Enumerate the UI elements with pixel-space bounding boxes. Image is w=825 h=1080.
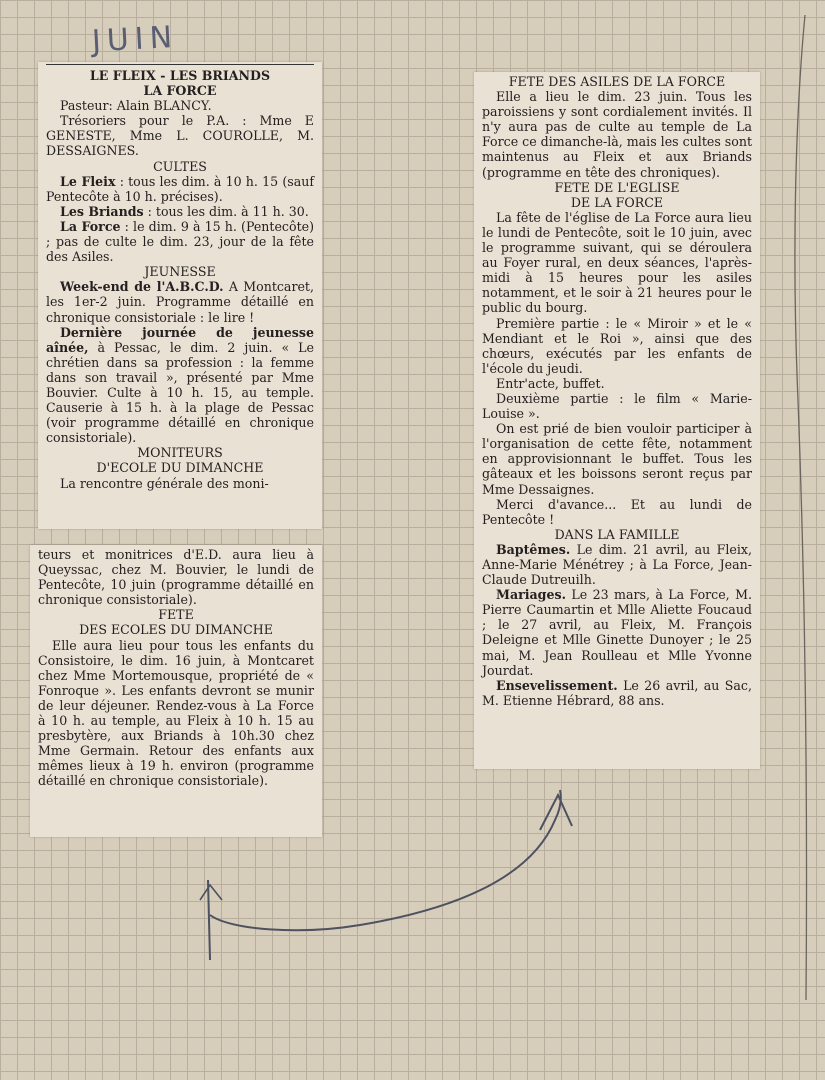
baptemes-label: Baptêmes. xyxy=(496,541,571,557)
handwritten-month-note: JUIN xyxy=(91,19,179,60)
ensevelissement-label: Ensevelissement. xyxy=(496,677,618,693)
premiere-partie: Première partie : le « Miroir » et le « Mendiant et le Roi », ainsi que des chœurs, exécutés par les enfants de l'école du jeudi. xyxy=(482,315,752,376)
weekend-text: A Montcaret, les 1er-2 juin. Programme détaillé en chronique consistoriale : le lire ! xyxy=(46,279,314,325)
cultes-briands-label: Les Briands xyxy=(60,203,144,219)
derniere-label: Dernière journée de jeunesse aînée, xyxy=(46,324,314,355)
mariages-text: Le 23 mars, à La Force, M. Pierre Caumartin et Mlle Aliette Foucaud ; le 27 avril, au Fleix, M. François Deleigne et Mlle Ginette Dunoyer ; le 25 mai, M. Jean Roulleau et Mlle Yvonne Jourdat. xyxy=(482,587,752,678)
asiles-text: Elle a lieu le dim. 23 juin. Tous les paroissiens y sont cordialement invités. Il n'y aura pas de culte au temple de La Force ce dimanche-là, mais les cultes sont maintenus au Fleix et aux Briands (programme en tête des chroniques). xyxy=(482,89,753,180)
pasteur-line: Pasteur: Alain BLANCY. xyxy=(60,98,212,114)
cultes-fleix-text: : tous les dim. à 10 h. 15 (sauf Pentecôte à 10 h. précises). xyxy=(46,173,314,204)
ensevelissement-text: Le 26 avril, au Sac, M. Etienne Hébrard, 88 ans. xyxy=(482,677,752,708)
asiles-heading: FETE DES ASILES DE LA FORCE xyxy=(508,74,726,89)
entracte: Entr'acte, buffet. xyxy=(496,375,605,391)
cultes-force-label: La Force xyxy=(60,218,121,234)
weekend-label: Week-end de l'A.B.C.D. xyxy=(60,279,224,295)
cultes-briands-text: : tous les dim. à 11 h. 30. xyxy=(147,203,309,219)
parish-subtitle: LA FORCE xyxy=(143,83,217,99)
fete-heading: FETE xyxy=(158,607,194,623)
prie-paragraph: On est prié de bien vouloir participer à l'organisation de cette fête, notamment en approvisionnant le buffet. Tous les gâteaux et les boissons seront reçus par Mme Dessaignes. xyxy=(482,421,752,497)
fete-text: Elle aura lieu pour tous les enfants du Consistoire, le dim. 16 juin, à Montcaret chez Mme Mortemousque, propriété de « Fonroque ». Les enfants devront se munir de leur déjeuner. Rendez-vous à La Force à 10 h. au temple, au Fleix à 10 h. 15 au presbytère, aux Briands à 10h.30 chez Mme Germain. Retour des enfants aux mêmes lieux à 19 h. environ (programme détaillé en chronique consistoriale). xyxy=(38,637,314,789)
jeunesse-heading: JEUNESSE xyxy=(144,264,216,280)
eglise-heading: FETE DE L'EGLISE xyxy=(554,179,680,195)
derniere-text: à Pessac, le dim. 2 juin. « Le chrétien dans sa profession : la femme dans son travail », présenté par Mme Bouvier. Culte à 10 h. 15, au temple. Causerie à 15 h. à la plage de Pessac (voir programme détaillé en chronique consistoriale). xyxy=(46,339,314,446)
cultes-fleix-label: Le Fleix xyxy=(60,173,116,189)
eglise-subheading: DE LA FORCE xyxy=(570,194,664,210)
cultes-force-text: : le dim. 9 à 15 h. (Pentecôte) ; pas de culte le dim. 23, jour de la fête des Asiles. xyxy=(46,218,314,265)
moniteurs-subheading: D'ECOLE DU DIMANCHE xyxy=(96,460,264,476)
merci-paragraph: Merci d'avance... Et au lundi de Pentecôte ! xyxy=(482,496,752,527)
cultes-heading: CULTES xyxy=(153,158,207,174)
tresoriers-line: Trésoriers pour le P.A. : Mme E GENESTE, Mme L. COUROLLE, M. DESSAIGNES. xyxy=(46,113,314,159)
moniteurs-continuation: teurs et monitrices d'E.D. aura lieu à Queyssac, chez M. Bouvier, le lundi de Pentecôte, 10 juin (programme détaillé en chronique consistoriale). xyxy=(38,547,314,608)
moniteurs-text: La rencontre générale des moni- xyxy=(60,475,269,491)
parish-title: LE FLEIX - LES BRIANDS xyxy=(89,68,271,83)
moniteurs-heading: MONITEURS xyxy=(137,445,223,461)
baptemes-text: Le dim. 21 avril, au Fleix, Anne-Marie Ménétrey ; à La Force, Jean-Claude Dutreuilh. xyxy=(482,541,752,588)
mariages-label: Mariages. xyxy=(496,587,566,603)
famille-heading: DANS LA FAMILLE xyxy=(554,526,680,542)
eglise-text: La fête de l'église de La Force aura lieu le lundi de Pentecôte, soit le 10 juin, avec le programme suivant, qui se déroulera au Foyer rural, en deux séances, l'après-midi à 15 heures pour les asiles notamment, et le soir à 21 heures pour le public du bourg. xyxy=(482,209,752,316)
deuxieme-partie: Deuxième partie : le film « Marie-Louise ». xyxy=(482,390,752,422)
fete-subheading: DES ECOLES DU DIMANCHE xyxy=(79,622,273,638)
